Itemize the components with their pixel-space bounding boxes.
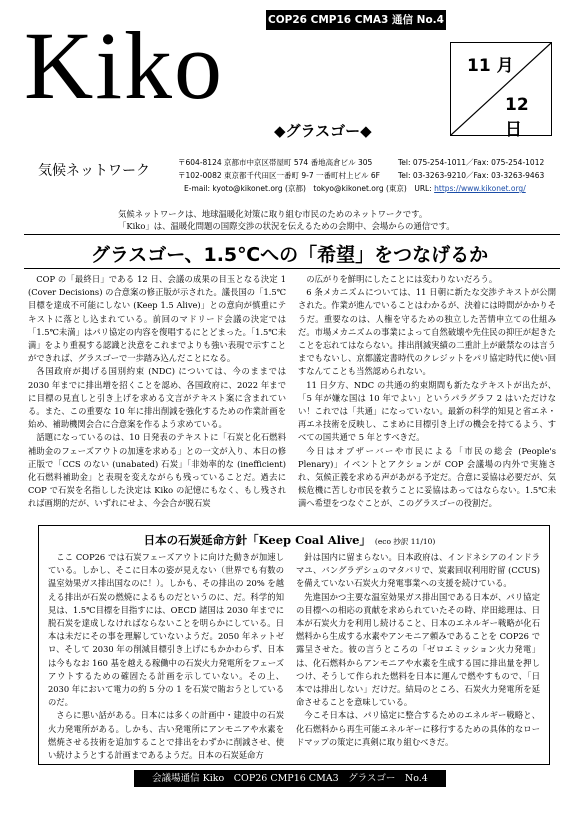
- website-link[interactable]: https://www.kikonet.org/: [434, 184, 526, 193]
- coal-paragraph: ここ COP26 では石炭フェーズアウトに向けた動きが加速している。しかし、そこに日本の姿が見えない（世界でも有数の温室効果ガス排出国なのに！）。しかも、その排出の 20% を越える排出が石炭の燃焼によるものだというのに、だ。科学的知見は、1.5℃目標を目指すには、OECD 諸国は 2030 年までに脱石炭を達成しなければならないことを明らかにしている。日本は未だにその事を理解していないようだ。2050 年ネットゼロ、そして 2030 年の削減目標引き上げにもかかわらず、日本は今もなお 160 基を越える稼働中の石炭火力発電所をフェーズアウトするための確固たる計画を示していない。その上、2030 年において電力の約 5 分の 1 を石炭で賄おうとしているのだ。: [48, 552, 285, 708]
- coal-paragraph: 針は国内に留まらない。日本政府は、インドネシアのインドラマユ、バングラデシュのマタバリで、炭素回収利用貯留 (CCUS) を備えていない石炭火力発電事業への支援を続けている。: [296, 552, 540, 589]
- coal-article-title: [0, 532, 579, 548]
- divider: [24, 268, 560, 269]
- newsletter-banner: COP26 CMP16 CMA3 通信 No.4: [266, 10, 446, 30]
- article-paragraph: 話題になっているのは、10 日発表のテキストに「石炭と化石燃料補助金のフェーズアウトの加速を求める」との一文が入り、本日の修正版で「CCS のない (unabated) 石炭」「非効率的な (inefficient) 化石燃料補助金」と表現を変えながらも残っていることだ。過去に COP で石炭を名指しした決定は Kiko の記憶にもなく、もし残されれば画期的だが、いずれにせよ、今会合が脱石炭: [28, 432, 286, 509]
- article-paragraph: 11 日夕方、NDC の共通の約束期間も新たなテキストが出たが、「5 年が嫌な国は 10 年でよい」というパラグラフ 2 はいただけない！これでは「共通」になっていない。最新の科学的知見と省エネ・再エネ技術を反映し、こまめに目標引き上げの機会を持てるよう、すべての国共通で 5 年とすべきだ。: [298, 379, 556, 443]
- location-tagline: ◆グラスゴー◆: [274, 122, 372, 140]
- organization-name: 気候ネットワーク: [38, 163, 150, 179]
- article-paragraph: COP の「最終日」である 12 日、会議の成果の目玉となる決定 1 (Cover Decisions) の合意案の修正版が示された。議長国の「1.5℃目標を達成不可能にしない (Keep 1.5 Alive)」との意向が慎重にテキストに落とし込まれている。前回のマドリード会議の決定では「1.5℃未満」はパリ協定の内容を復唱するにとどまった。「1.5℃未満」をより重視する認識と決意をこれまでよりも強い表現で示すことができれば、グラスゴーで一歩踏み込んだことになる。: [28, 274, 286, 364]
- article-column-right: [298, 273, 556, 511]
- coal-column-left: [48, 551, 284, 762]
- email-text: E-mail: kyoto@kikonet.org (京都) tokyo@kikonet.org (東京) URL:: [184, 184, 435, 193]
- address-kyoto: 〒604-8124 京都市中京区帯屋町 574 番地高倉ビル 305: [178, 158, 373, 167]
- article-paragraph: 今日はオブザーバーや市民による「市民の総会 (People's Plenary)」イベントとアクションが COP 会議場の内外で実施され、気候正義を求める声があがる予定だ。合意に妥協は必要だが、気候危機に苦しむ市民を救うことに妥協はあってはならない。1.5℃未満へ希望をつなぐことが、このグラスゴーの役割だ。: [298, 445, 556, 509]
- article-paragraph: 6 条メカニズムについては、11 日朝に新たな交渉テキストが公開された。作業が進んでいることはわかるが、決着には時間がかかりそうだ。重要なのは、人権を守るための独立した苦情申立ての仕組みだ。市場メカニズムの事業によって自然破壊や先住民の抑圧が起きたことを忘れてはならない。排出削減実績の二重計上が厳禁なのは言うまでもないし、京都議定書時代のクレジットをパリ協定時代に使い回すなんてことも当然認められない。: [298, 287, 556, 377]
- date-day: 12 日: [505, 95, 529, 140]
- coal-paragraph: 今こそ日本は、パリ協定に整合するためのエネルギー戦略と、化石燃料から再生可能エネルギーに移行するための具体的なロードマップの策定に真剣に取り組むべきだ。: [296, 710, 540, 747]
- divider: [24, 234, 560, 235]
- article-headline: グラスゴー、1.5℃への「希望」をつなげるか: [90, 244, 489, 266]
- date-month: 11 月: [467, 56, 514, 76]
- article-column-left: [28, 273, 286, 511]
- coal-paragraph: 先進国かつ主要な温室効果ガス排出国である日本が、パリ協定の目標への相応の貢献を求められていたその時、岸田総理は、日本が石炭火力を利用し続けること、日本のエネルギー戦略が化石燃料から生成する水素やアンモニア頼みであることを COP26 で露呈させた。彼の言うところの「ゼロエミッション火力発電」は、化石燃料からアンモニアや水素を生成する国に排出量を押しつけ、そうして作られた燃料を日本に運んで燃やすもので、「日本では排出しない」だけだ。結局のところ、石炭火力発電所を延命させることを意味している。: [296, 591, 540, 708]
- footer-banner: 会議場通信 Kiko COP26 CMP16 CMA3 グラスゴー No.4: [134, 770, 446, 787]
- coal-title-text: 日本の石炭延命方針「Keep Coal Alive」: [143, 533, 371, 547]
- coal-source: (eco 抄訳 11/10): [374, 537, 436, 546]
- article-paragraph: の広がりを鮮明にしたことには変わりないだろう。: [306, 274, 498, 284]
- intro-line-1: 気候ネットワークは、地球温暖化対策に取り組む市民のためのネットワークです。: [118, 209, 428, 219]
- coal-paragraph: さらに悪い話がある。日本には多くの計画中・建設中の石炭火力発電所がある。しかも、古い発電所にアンモニアや水素を燃焼させる技術を追加することで排出をわずかに削減させ、使い続けようとする計画まであるようだ。日本の石炭延命方: [48, 710, 284, 761]
- date-box: [450, 42, 552, 140]
- intro-line-2: 「Kiko」は、温暖化問題の国際交渉の状況を伝えるための会期中、会場からの通信です。: [118, 221, 455, 231]
- address-tokyo: 〒102-0082 東京都千代田区一番町 9-7 一番町村上ビル 6F: [178, 171, 380, 180]
- tel-kyoto: Tel: 075-254-1011／Fax: 075-254-1012: [398, 158, 545, 167]
- kiko-logo: Kiko: [24, 12, 224, 119]
- coal-column-right: [296, 551, 540, 749]
- article-paragraph: 各国政府が掲げる国別約束 (NDC) については、今のままでは 2030 年までに排出増を招くことを認め、各国政府に、2022 年までに目標の見直しと引き上げを求める文言がテキスト案に含まれている。また、この重要な 10 年に排出削減を強化するための作業計画を始め、補助機関会合に合意案を作るよう求めている。: [28, 366, 286, 430]
- contact-row: [184, 183, 526, 194]
- tel-tokyo: Tel: 03-3263-9210／Fax: 03-3263-9463: [398, 171, 545, 180]
